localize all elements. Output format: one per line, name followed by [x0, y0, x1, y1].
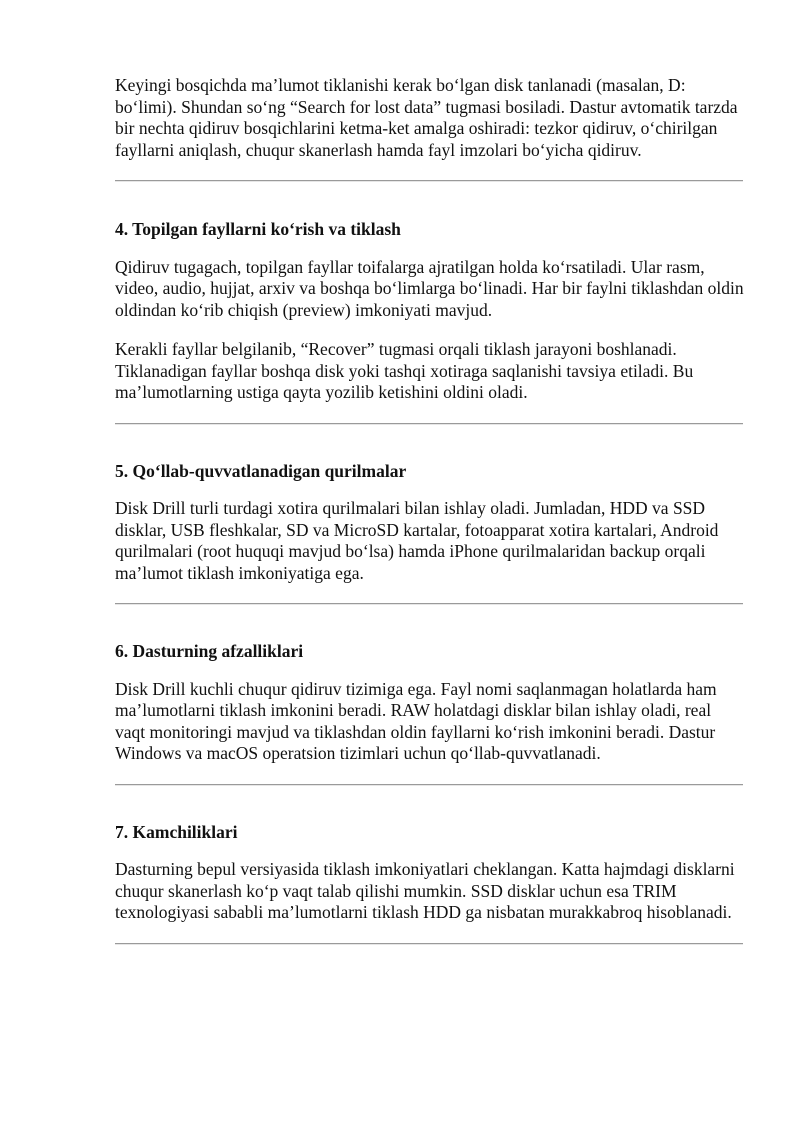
- section-heading: 5. Qo‘llab-quvvatlanadigan qurilmalar: [115, 460, 407, 481]
- section-view-and-recover: [115, 219, 745, 425]
- section-divider: [115, 943, 743, 945]
- section-heading: 7. Kamchiliklari: [115, 821, 238, 842]
- section-heading: 4. Topilgan fayllarni ko‘rish va tiklash: [115, 219, 401, 239]
- document-page: [115, 70, 745, 945]
- section-paragraph: Disk Drill turli turdagi xotira qurilmalari bilan ishlay oladi. Jumladan, HDD va SSD disklar, USB fleshkalar, SD va MicroSD kartalar, fotoapparat xotira kartalari, Android qurilmalari (root huquqi mavjud bo‘lsa) hamda iPhone qurilmalaridan backup orqali ma’lumot tiklash imkoniyatiga ega.: [115, 498, 719, 583]
- section-divider: [115, 784, 743, 786]
- section-paragraph: Disk Drill kuchli chuqur qidiruv tizimiga ega. Fayl nomi saqlanmagan holatlarda ham ma’lumotlarni tiklash imkonini beradi. RAW holatdagi disklar bilan ishlay oladi, real vaqt monitoringi mavjud va tiklashdan oldin fayllarni ko‘rish imkonini beradi. Dastur Windows va macOS operatsion tizimlari uchun qo‘llab-quvvatlanadi.: [115, 678, 717, 763]
- section-heading: 6. Dasturning afzalliklari: [115, 641, 304, 661]
- section-divider: [115, 423, 743, 425]
- section-disadvantages: [115, 822, 745, 945]
- intro-paragraph: Keyingi bosqichda ma’lumot tiklanishi kerak bo‘lgan disk tanlanadi (masalan, D: bo‘limi). Shundan so‘ng “Search for lost data” tugmasi bosiladi. Dastur avtomatik tarzda bir nechta qidiruv bosqichlarini ketma-ket amalga oshiradi: tezkor qidiruv, o‘chirilgan fayllarni aniqlash, chuqur skanerlash hamda fayl imzolari bo‘yicha qidiruv.: [115, 75, 738, 160]
- section-advantages: [115, 641, 745, 786]
- section-supported-devices: [115, 461, 745, 606]
- section-divider: [115, 180, 743, 182]
- section-paragraph: Dasturning bepul versiyasida tiklash imkoniyatlari cheklangan. Katta hajmdagi disklarni chuqur skanerlash ko‘p vaqt talab qilishi mumkin. SSD disklar uchun esa TRIM texnologiyasi sababli ma’lumotlarni tiklash HDD ga nisbatan murakkabroq hisoblanadi.: [115, 859, 735, 922]
- section-divider: [115, 603, 743, 605]
- section-paragraph: Qidiruv tugagach, topilgan fayllar toifalarga ajratilgan holda ko‘rsatiladi. Ular rasm, video, audio, hujjat, arxiv va boshqa bo‘limlarga bo‘linadi. Har bir faylni tiklashdan oldin oldindan ko‘rib chiqish (preview) imkoniyati mavjud.: [115, 256, 744, 320]
- section-paragraph: Kerakli fayllar belgilanib, “Recover” tugmasi orqali tiklash jarayoni boshlanadi. Tiklanadigan fayllar boshqa disk yoki tashqi xotiraga saqlanishi tavsiya etiladi. Bu ma’lumotlarning ustiga qayta yozilib ketishini oldini oladi.: [115, 339, 694, 402]
